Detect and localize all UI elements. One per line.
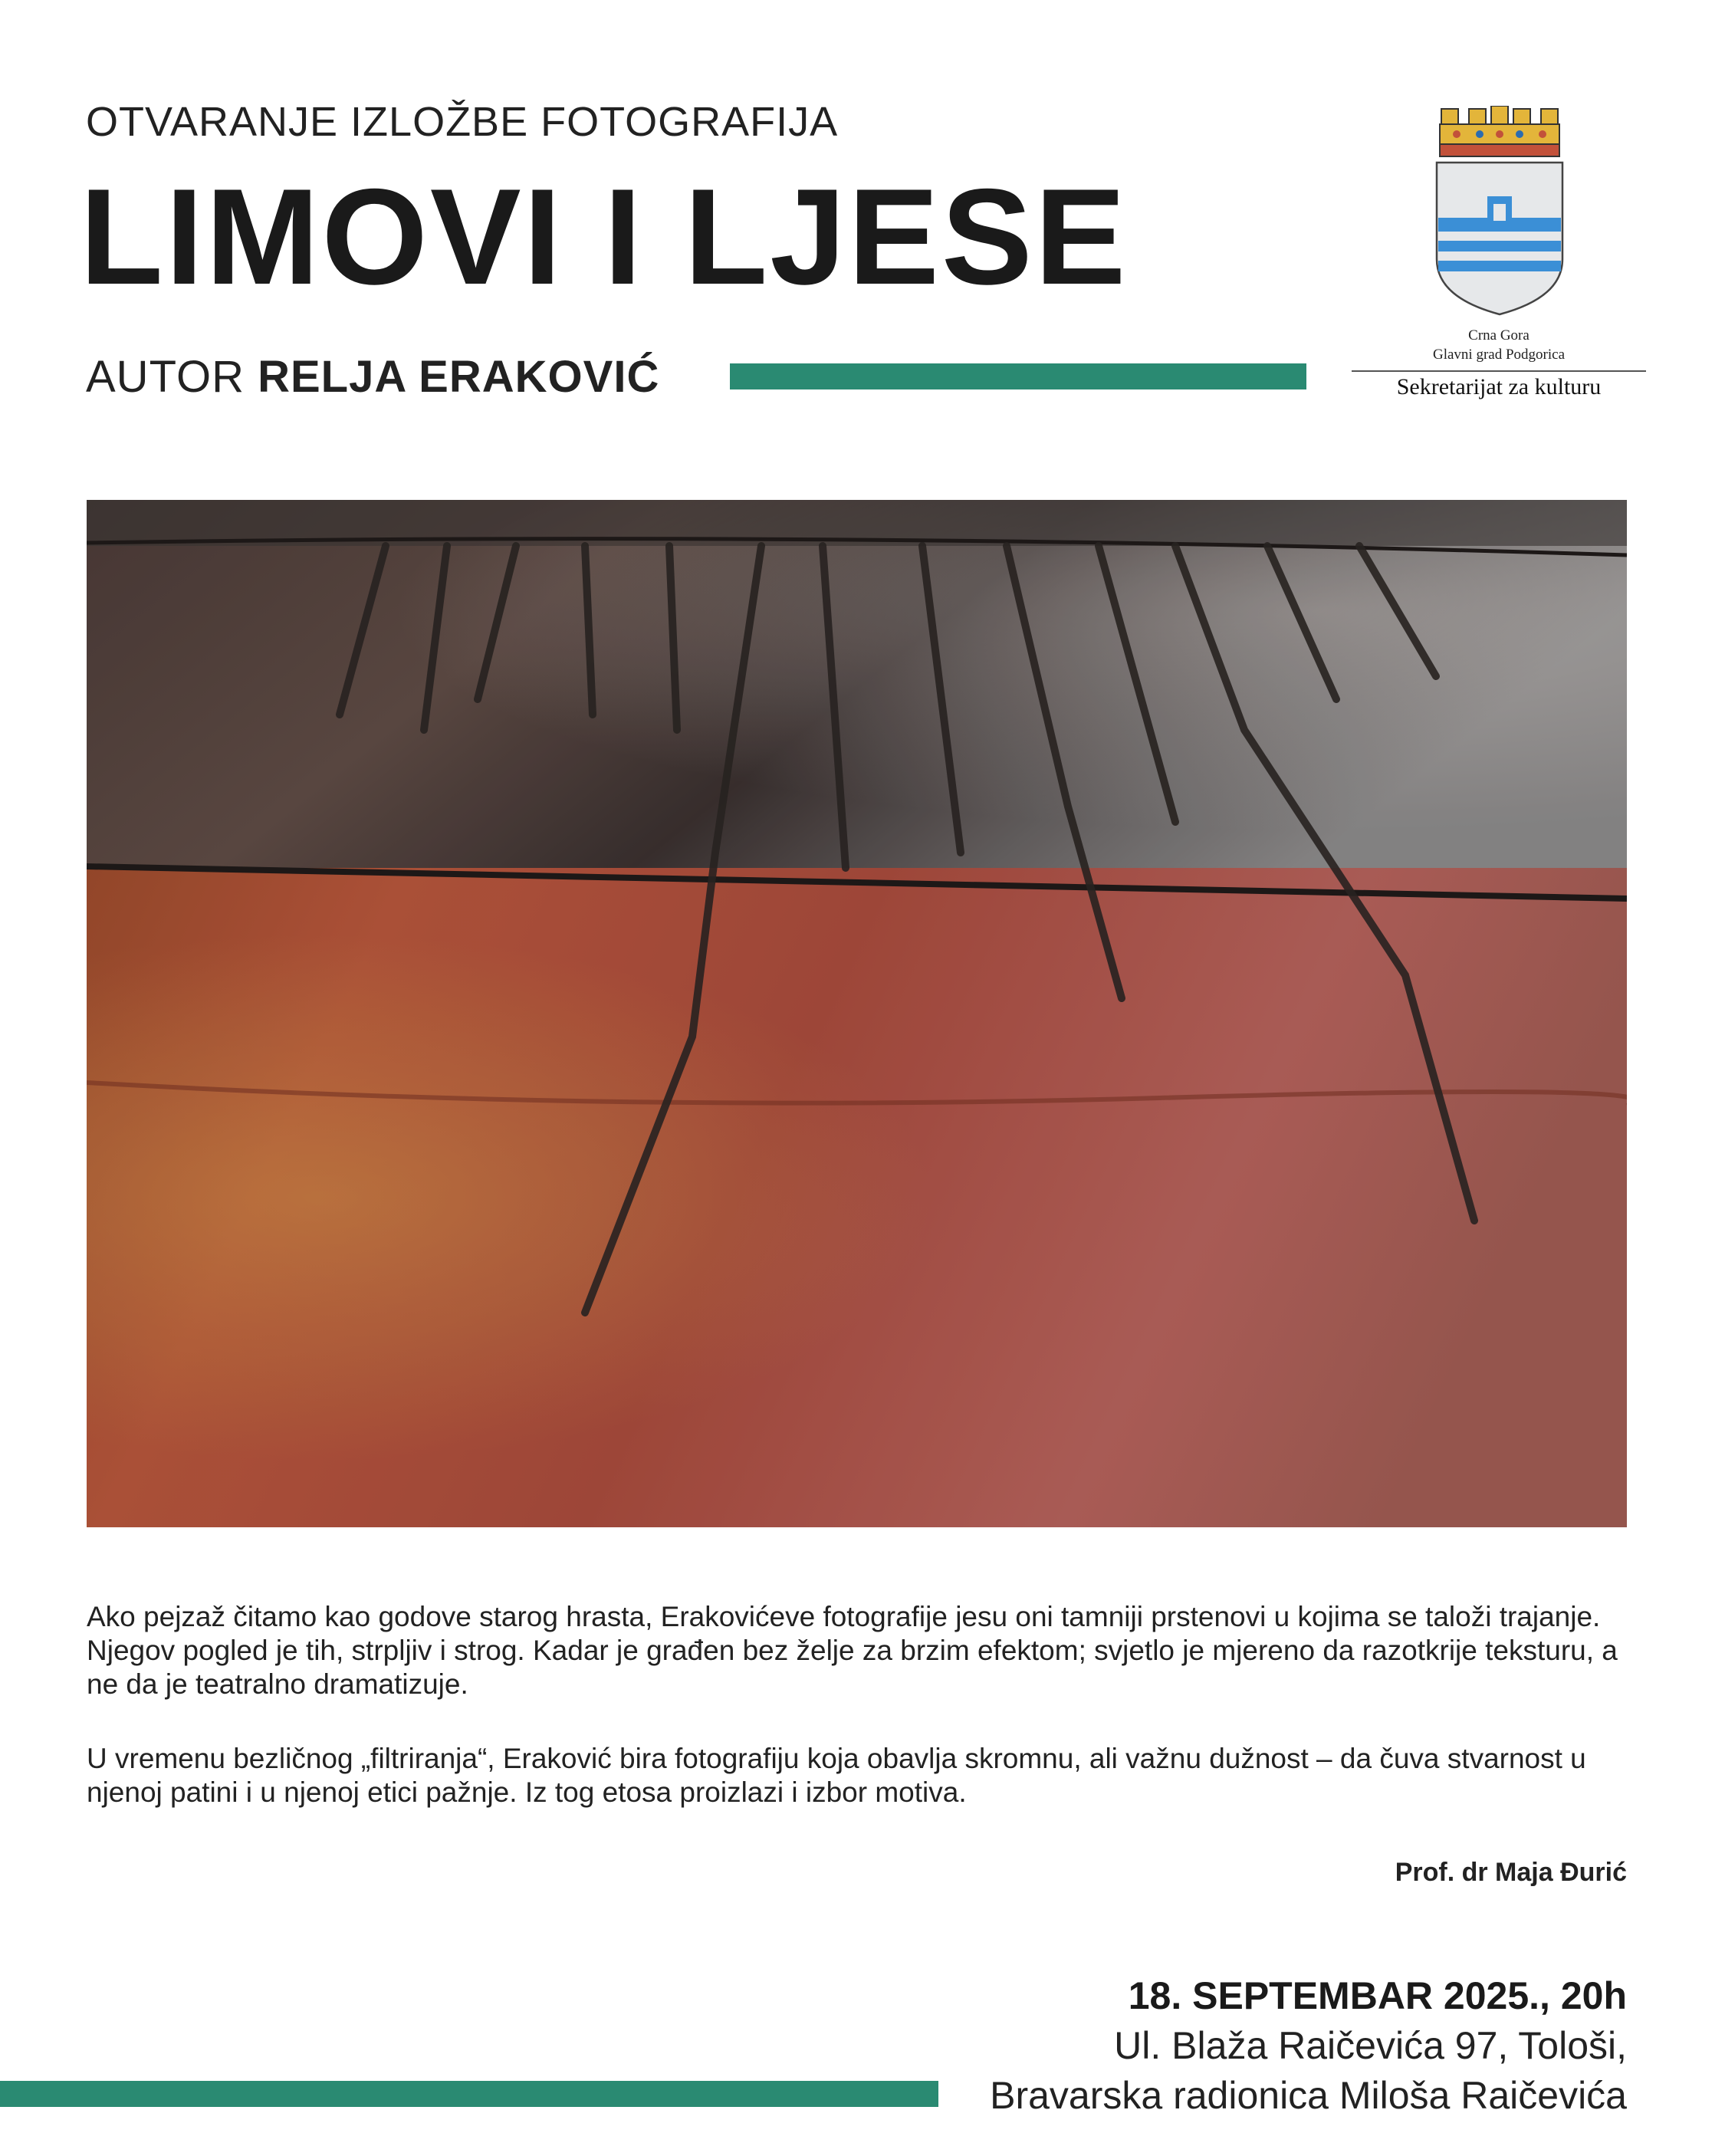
accent-bar-top — [730, 363, 1306, 389]
coat-of-arms-icon — [1434, 106, 1566, 316]
exhibition-photo — [87, 500, 1627, 1527]
exhibition-kicker: OTVARANJE IZLOŽBE FOTOGRAFIJA — [86, 99, 839, 145]
accent-bar-bottom — [0, 2081, 938, 2107]
event-date: 18. SEPTEMBAR 2025., 20h — [1128, 1974, 1627, 2017]
logo-department: Sekretarijat za kulturu — [1396, 374, 1602, 399]
crown-icon — [1440, 106, 1559, 156]
signature: Prof. dr Maja Đurić — [1395, 1858, 1627, 1887]
author-line — [86, 351, 659, 403]
event-address-line-2: Bravarska radionica Miloša Raičevića — [990, 2074, 1627, 2117]
event-address-line-1: Ul. Blaža Raičevića 97, Tološi, — [1114, 2024, 1627, 2067]
author-name: RELJA ERAKOVIĆ — [258, 352, 660, 402]
description-paragraph-2: U vremenu bezličnog „filtriranja“, Eraković bira fotografiju koja obavlja skromnu, ali važnu dužnost – da čuva stvarnost u njenoj patini i u njenoj etici pažnje. Iz tog etosa proizlazi i izbor motiva. — [87, 1743, 1586, 1808]
author-prefix: AUTOR — [86, 352, 245, 402]
logo-country: Crna Gora — [1468, 327, 1530, 343]
exhibition-title: LIMOVI I LJESE — [80, 160, 1129, 313]
logo-divider — [1352, 370, 1646, 372]
description-paragraph-1: Ako pejzaž čitamo kao godove starog hrasta, Erakovićeve fotografije jesu oni tamniji prstenovi u kojima se taloži trajanje. Njegov pogled je tih, strpljiv i strog. Kadar je građen bez želje za brzim efektom; svjetlo je mjereno da razotkrije teksturu, a ne da je teatralno dramatizuje. — [87, 1601, 1618, 1700]
logo-city: Glavni grad Podgorica — [1432, 347, 1565, 363]
